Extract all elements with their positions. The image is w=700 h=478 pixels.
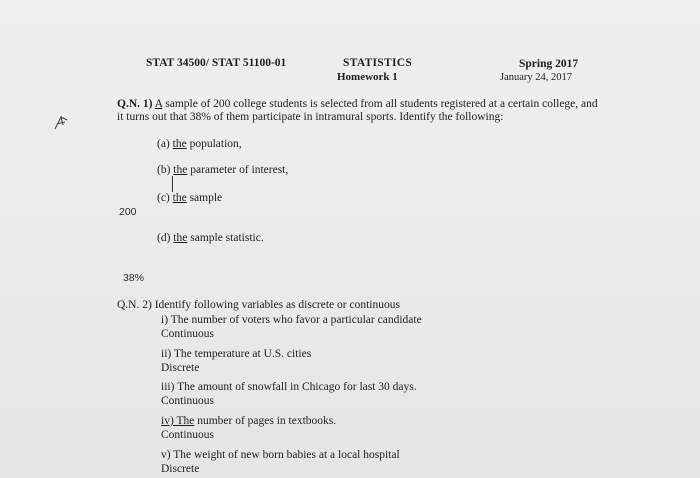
- q2-item-3: iii) The amount of snowfall in Chicago for last 30 days.: [161, 381, 417, 393]
- q2-answer-2: Discrete: [161, 362, 200, 374]
- q2-item-5: v) The weight of new born babies at a local hospital: [161, 449, 400, 461]
- q1-part-d: [157, 231, 264, 245]
- q1-part-a-prefix: (a): [157, 138, 173, 150]
- q1-part-a-text: population,: [186, 138, 242, 150]
- q1-part-a: [157, 137, 242, 151]
- q2-item-1: i) The number of voters who favor a particular candidate: [161, 314, 422, 326]
- q2-answer-1: Continuous: [161, 328, 215, 340]
- q1-part-c: [157, 191, 222, 205]
- q1-answer-c: 200: [119, 206, 137, 218]
- q2-item-4-text: number of pages in textbooks.: [194, 415, 337, 427]
- q2-item-2: ii) The temperature at U.S. cities: [161, 348, 312, 360]
- q1-line2: it turns out that 38% of them participate in intramural sports. Identify the following:: [117, 111, 504, 123]
- q1-part-c-text: sample: [186, 192, 223, 204]
- homework-title: Homework 1: [337, 71, 398, 83]
- q1-part-b: [157, 163, 288, 177]
- margin-scribble-icon: [52, 114, 70, 132]
- q2-item-4-prefix: iv) The: [161, 415, 195, 427]
- q2-answer-5: Discrete: [161, 463, 200, 475]
- text-cursor: [172, 176, 173, 192]
- q1-part-a-the: the: [172, 138, 187, 150]
- q1-part-c-prefix: (c): [157, 192, 173, 204]
- q2-title: Q.N. 2) Identify following variables as discrete or continuous: [117, 299, 400, 311]
- q1-part-b-text: parameter of interest,: [187, 164, 289, 176]
- q1-part-b-the: the: [173, 164, 188, 176]
- q1-part-d-the: the: [173, 232, 188, 244]
- q2-item-4: [161, 414, 336, 428]
- q1-line1: [117, 97, 598, 111]
- q1-article: A: [154, 98, 163, 110]
- term: Spring 2017: [519, 58, 579, 70]
- q1-part-b-prefix: (b): [157, 164, 174, 176]
- q1-part-d-prefix: (d): [157, 232, 174, 244]
- q1-label: Q.N. 1): [117, 98, 153, 110]
- q1-part-d-text: sample statistic.: [187, 232, 264, 244]
- q1-part-c-the: the: [172, 192, 187, 204]
- q2-answer-3: Continuous: [161, 395, 215, 407]
- q1-line1-text: sample of 200 college students is selected from all students registered at a certain college, and: [162, 98, 598, 110]
- date: January 24, 2017: [500, 72, 573, 83]
- q1-answer-d: 38%: [123, 272, 145, 284]
- course-code: STAT 34500/ STAT 51100-01: [146, 57, 287, 69]
- subject-title: STATISTICS: [343, 57, 413, 69]
- q2-answer-4: Continuous: [161, 429, 215, 441]
